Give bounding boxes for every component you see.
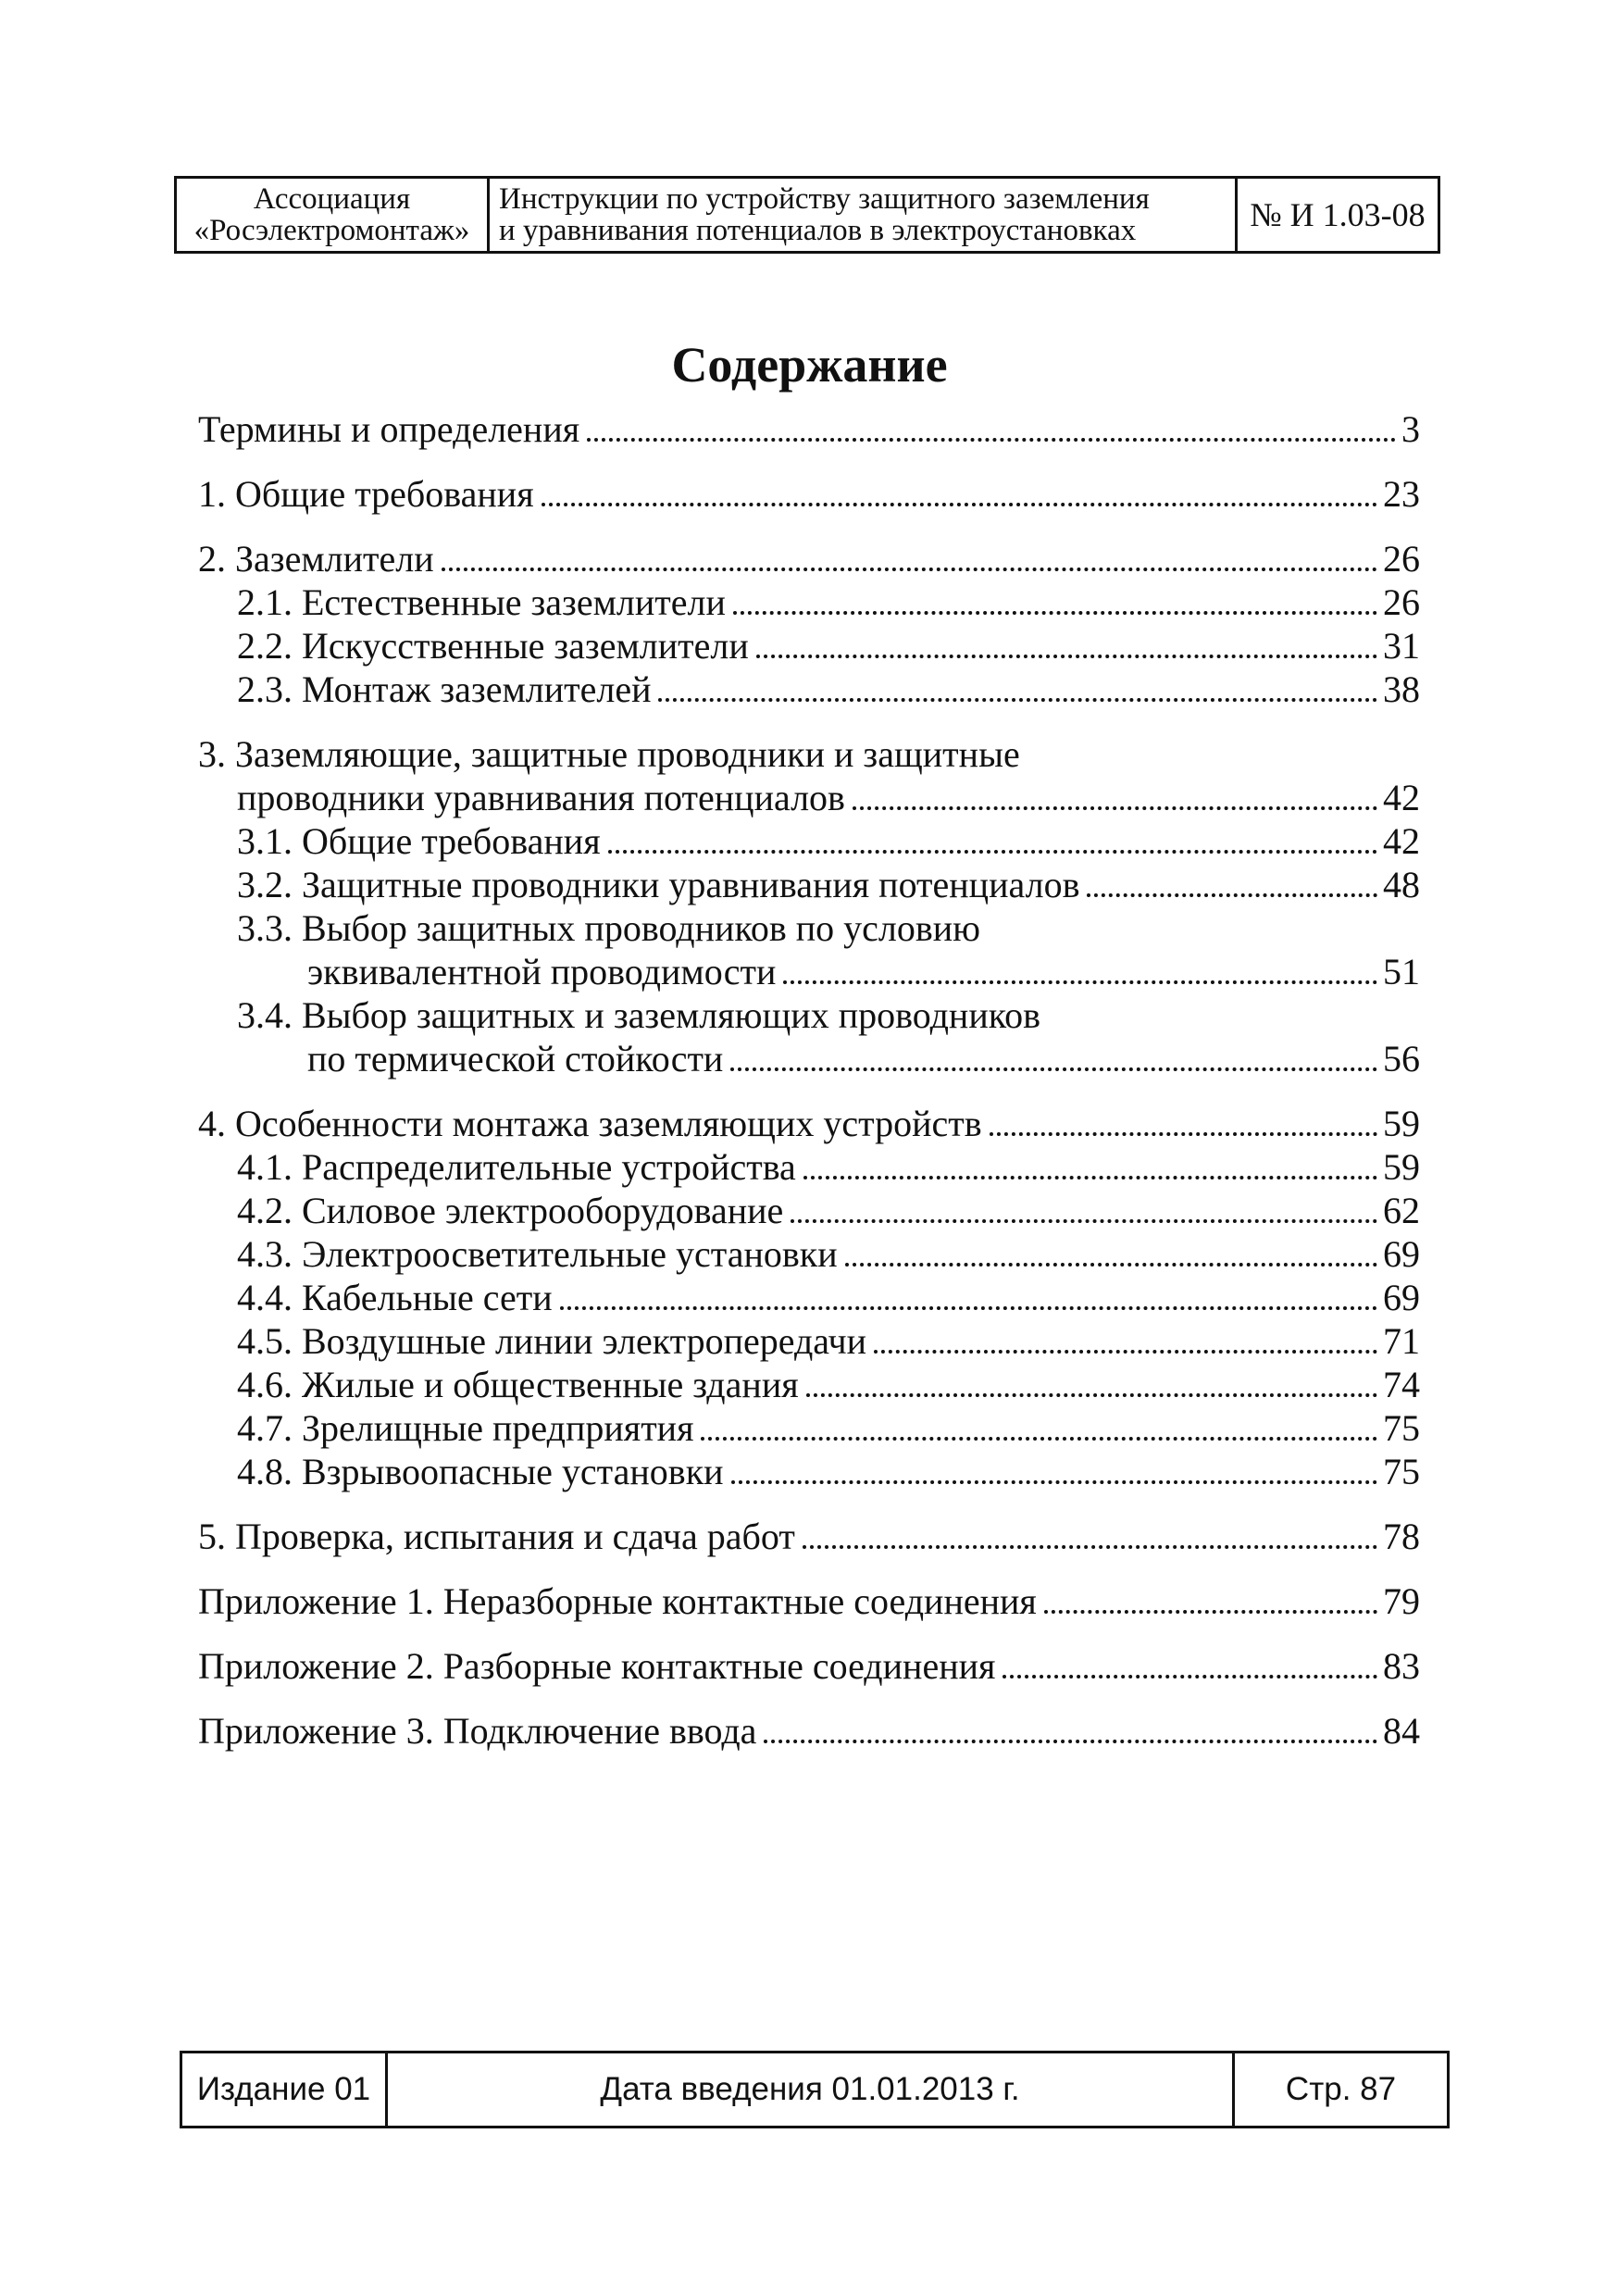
footer-table xyxy=(180,2051,1450,2128)
toc-heading: Содержание xyxy=(671,337,948,393)
toc-entry xyxy=(198,1579,1420,1623)
dot-leader xyxy=(990,1132,1377,1136)
footer-page-number: Стр. 87 xyxy=(1285,2071,1397,2107)
toc-page-number: 71 xyxy=(1383,1320,1420,1362)
toc-page-number: 42 xyxy=(1383,820,1420,862)
toc-entry xyxy=(198,1102,1420,1145)
toc-entry xyxy=(198,1189,1420,1232)
toc-page-number: 23 xyxy=(1383,473,1420,515)
toc-entry xyxy=(198,819,1420,863)
toc-entry xyxy=(198,1406,1420,1450)
dot-leader xyxy=(731,1480,1377,1484)
toc-entry-text: 3.2. Защитные проводники уравнивания потенциалов xyxy=(237,864,1080,905)
dot-leader xyxy=(803,1176,1377,1179)
toc-page-number: 56 xyxy=(1383,1038,1420,1079)
toc-page-number: 69 xyxy=(1383,1233,1420,1275)
footer-edition: Издание 01 xyxy=(182,2053,388,2126)
toc-entry xyxy=(198,668,1420,711)
toc-entry-text: по термической стойкости xyxy=(307,1038,724,1079)
toc-page-number: 78 xyxy=(1383,1516,1420,1557)
dot-leader xyxy=(791,1219,1377,1223)
dot-leader xyxy=(853,806,1377,810)
table-of-contents xyxy=(198,407,1420,1753)
toc-entry-text: 1. Общие требования xyxy=(198,473,534,515)
toc-page-number: 74 xyxy=(1383,1364,1420,1405)
dot-leader xyxy=(1044,1610,1377,1614)
header-document-title xyxy=(490,179,1238,251)
dot-leader xyxy=(1003,1675,1377,1678)
toc-page-number: 26 xyxy=(1383,538,1420,580)
toc-entry-text: 5. Проверка, испытания и сдача работ xyxy=(198,1516,795,1557)
toc-entry xyxy=(198,1450,1420,1493)
toc-entry xyxy=(198,580,1420,624)
toc-entry-text: 4.3. Электроосветительные установки xyxy=(237,1233,838,1275)
toc-entry-text: проводники уравнивания потенциалов xyxy=(237,777,845,818)
dot-leader xyxy=(658,698,1377,702)
dot-leader xyxy=(764,1740,1377,1743)
toc-page-number: 75 xyxy=(1383,1407,1420,1449)
toc-page-number: 42 xyxy=(1383,777,1420,818)
toc-entry xyxy=(198,407,1420,451)
footer-date: Дата введения 01.01.2013 г. xyxy=(388,2053,1235,2126)
toc-entry-text: 4.4. Кабельные сети xyxy=(237,1277,553,1318)
toc-entry xyxy=(198,1232,1420,1276)
dot-leader xyxy=(874,1350,1377,1354)
header-organization xyxy=(177,179,490,251)
toc-page-number: 59 xyxy=(1383,1103,1420,1144)
toc-page-number: 62 xyxy=(1383,1190,1420,1231)
toc-page-number: 3 xyxy=(1401,408,1420,450)
dot-leader xyxy=(733,611,1377,615)
toc-page-number: 26 xyxy=(1383,581,1420,623)
toc-entry-text: 4.1. Распределительные устройства xyxy=(237,1146,796,1188)
org-line-1: Ассоциация xyxy=(253,182,411,216)
dot-leader xyxy=(608,850,1377,854)
toc-page-number: 84 xyxy=(1383,1710,1420,1752)
toc-page-number: 31 xyxy=(1383,625,1420,667)
dot-leader xyxy=(783,980,1377,984)
dot-leader xyxy=(587,438,1396,442)
toc-entry xyxy=(198,1145,1420,1189)
toc-entry xyxy=(198,1709,1420,1753)
toc-entry-text: 4.6. Жилые и общественные здания xyxy=(237,1364,799,1405)
dot-leader xyxy=(845,1263,1377,1267)
toc-entry xyxy=(198,1276,1420,1319)
toc-entry xyxy=(198,732,1420,819)
title-line-2: и уравнивания потенциалов в электроустановках xyxy=(499,214,1137,247)
toc-entry-text: 2.3. Монтаж заземлителей xyxy=(237,668,652,710)
toc-entry-text: 3.4. Выбор защитных и заземляющих проводников xyxy=(237,994,1041,1036)
dot-leader xyxy=(542,503,1377,506)
toc-page-number: 75 xyxy=(1383,1451,1420,1492)
dot-leader xyxy=(803,1545,1377,1549)
dot-leader xyxy=(1087,893,1377,897)
toc-entry-text: 4.8. Взрывоопасные установки xyxy=(237,1451,724,1492)
dot-leader xyxy=(730,1067,1377,1071)
toc-entry-text: 2. Заземлители xyxy=(198,538,434,580)
toc-entry-text: 2.2. Искусственные заземлители xyxy=(237,625,749,667)
header-document-number: № И 1.03-08 xyxy=(1250,196,1426,233)
toc-entry-text: Приложение 2. Разборные контактные соединения xyxy=(198,1645,996,1687)
title-line-1: Инструкции по устройству защитного заземления xyxy=(499,182,1150,216)
toc-entry xyxy=(198,1319,1420,1363)
toc-entry xyxy=(198,537,1420,580)
dot-leader xyxy=(701,1437,1377,1441)
toc-entry-text: 4.7. Зрелищные предприятия xyxy=(237,1407,694,1449)
toc-entry-text: 4. Особенности монтажа заземляющих устройств xyxy=(198,1103,982,1144)
header-table xyxy=(174,176,1440,254)
toc-entry xyxy=(198,1644,1420,1688)
dot-leader xyxy=(806,1393,1377,1397)
toc-entry-text: Приложение 3. Подключение ввода xyxy=(198,1710,757,1752)
toc-entry-text: 4.5. Воздушные линии электропередачи xyxy=(237,1320,866,1362)
toc-entry xyxy=(198,1515,1420,1558)
toc-page-number: 48 xyxy=(1383,864,1420,905)
toc-entry xyxy=(198,993,1420,1080)
toc-page-number: 51 xyxy=(1383,951,1420,992)
toc-entry-text: 3.1. Общие требования xyxy=(237,820,601,862)
toc-entry xyxy=(198,863,1420,906)
toc-page-number: 83 xyxy=(1383,1645,1420,1687)
dot-leader xyxy=(756,655,1377,658)
toc-entry-text: Термины и определения xyxy=(198,408,580,450)
org-line-2: «Росэлектромонтаж» xyxy=(193,214,470,247)
toc-page-number: 59 xyxy=(1383,1146,1420,1188)
toc-entry-text: 3.3. Выбор защитных проводников по условию xyxy=(237,907,981,949)
toc-page-number: 79 xyxy=(1383,1580,1420,1622)
toc-entry-text: 4.2. Силовое электрооборудование xyxy=(237,1190,784,1231)
dot-leader xyxy=(560,1306,1377,1310)
toc-entry-text: эквивалентной проводимости xyxy=(307,951,777,992)
toc-entry-text: 3. Заземляющие, защитные проводники и защитные xyxy=(198,733,1020,775)
toc-entry xyxy=(198,472,1420,516)
toc-page-number: 38 xyxy=(1383,668,1420,710)
toc-entry xyxy=(198,1363,1420,1406)
toc-entry-text: 2.1. Естественные заземлители xyxy=(237,581,726,623)
toc-page-number: 69 xyxy=(1383,1277,1420,1318)
dot-leader xyxy=(442,568,1377,571)
toc-entry xyxy=(198,624,1420,668)
toc-entry xyxy=(198,906,1420,993)
toc-entry-text: Приложение 1. Неразборные контактные соединения xyxy=(198,1580,1037,1622)
